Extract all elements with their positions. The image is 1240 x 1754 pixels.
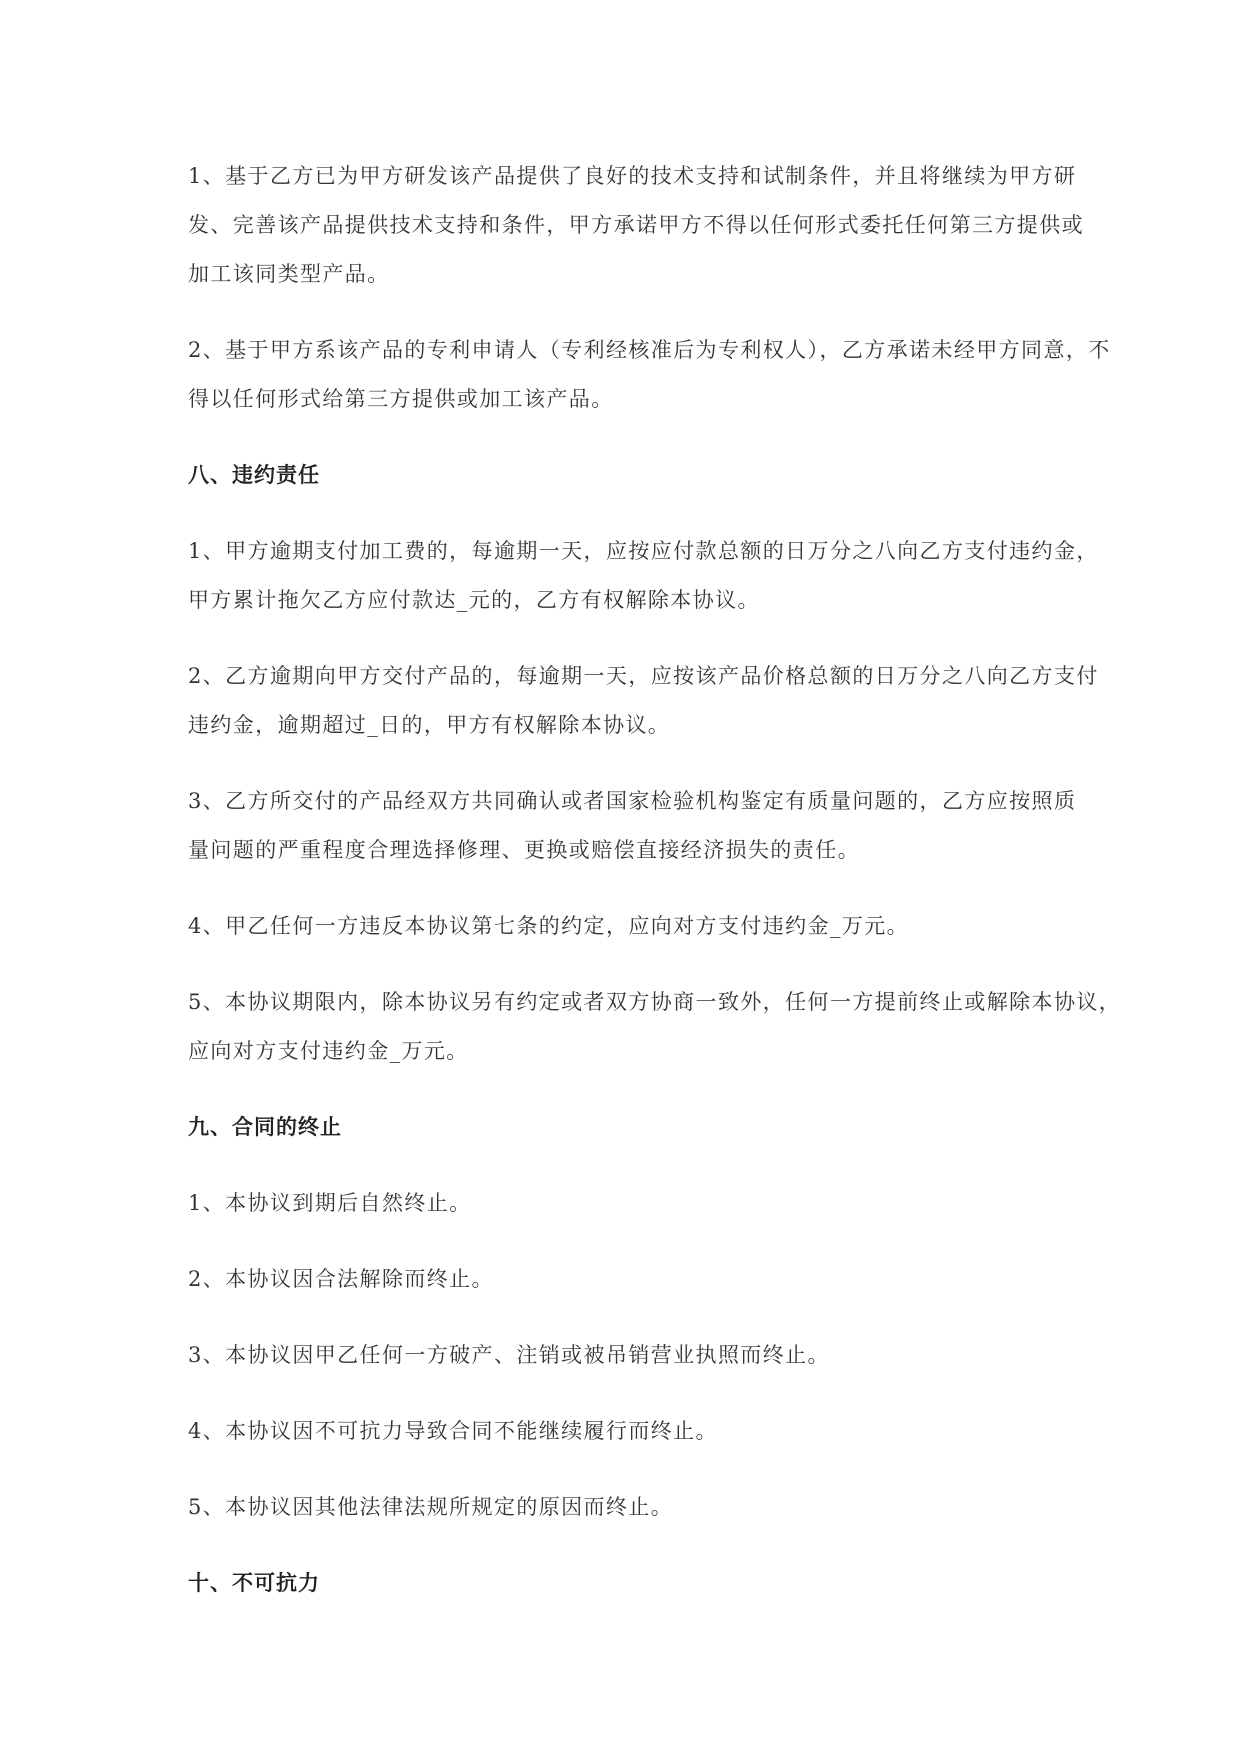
- text-line: 加工该同类型产品。: [188, 262, 390, 286]
- section-heading-breach: 八、违约责任: [188, 463, 320, 487]
- section-heading-force-majeure: 十、不可抗力: [188, 1571, 320, 1595]
- text-line: 得以任何形式给第三方提供或加工该产品。: [188, 387, 614, 411]
- text-line: 量问题的严重程度合理选择修理、更换或赔偿直接经济损失的责任。: [188, 838, 860, 862]
- clause-9-3: [188, 1331, 1068, 1380]
- text-line: 2、本协议因合法解除而终止。: [188, 1267, 494, 1291]
- clause-7-2: [188, 326, 1111, 424]
- text-line: 1、本协议到期后自然终止。: [188, 1191, 472, 1215]
- clause-9-2: [188, 1255, 1068, 1304]
- clause-8-4: [188, 902, 1068, 951]
- clause-8-3: [188, 777, 1077, 875]
- text-line: 5、本协议因其他法律法规所规定的原因而终止。: [188, 1495, 674, 1519]
- text-line: 1、基于乙方已为甲方研发该产品提供了良好的技术支持和试制条件，并且将继续为甲方研: [188, 164, 1077, 188]
- clause-9-4: [188, 1407, 1068, 1456]
- text-line: 2、乙方逾期向甲方交付产品的，每逾期一天，应按该产品价格总额的日万分之八向乙方支付: [188, 664, 1099, 688]
- clause-9-5: [188, 1483, 1068, 1532]
- clause-8-1: [188, 527, 1099, 625]
- text-line: 应向对方支付违约金_万元。: [188, 1039, 469, 1063]
- clause-7-1: [188, 152, 1084, 299]
- clause-9-1: [188, 1179, 1068, 1228]
- section-heading-termination: 九、合同的终止: [188, 1115, 342, 1139]
- text-line: 违约金，逾期超过_日的，甲方有权解除本协议。: [188, 713, 671, 737]
- text-line: 3、本协议因甲乙任何一方破产、注销或被吊销营业执照而终止。: [188, 1343, 830, 1367]
- clause-8-5: [188, 978, 1122, 1076]
- text-line: 甲方累计拖欠乙方应付款达_元的，乙方有权解除本协议。: [188, 588, 760, 612]
- text-line: 发、完善该产品提供技术支持和条件，甲方承诺甲方不得以任何形式委托任何第三方提供或: [188, 213, 1084, 237]
- text-line: 3、乙方所交付的产品经双方共同确认或者国家检验机构鉴定有质量问题的，乙方应按照质: [188, 789, 1077, 813]
- clause-8-2: [188, 652, 1099, 750]
- text-line: 5、本协议期限内，除本协议另有约定或者双方协商一致外，任何一方提前终止或解除本协议，: [188, 990, 1122, 1014]
- document-body: [188, 152, 1122, 1635]
- text-line: 4、本协议因不可抗力导致合同不能继续履行而终止。: [188, 1419, 718, 1443]
- text-line: 1、甲方逾期支付加工费的，每逾期一天，应按应付款总额的日万分之八向乙方支付违约金，: [188, 539, 1099, 563]
- text-line: 4、甲乙任何一方违反本协议第七条的约定，应向对方支付违约金_万元。: [188, 914, 910, 938]
- text-line: 2、基于甲方系该产品的专利申请人（专利经核准后为专利权人），乙方承诺未经甲方同意，不: [188, 338, 1111, 362]
